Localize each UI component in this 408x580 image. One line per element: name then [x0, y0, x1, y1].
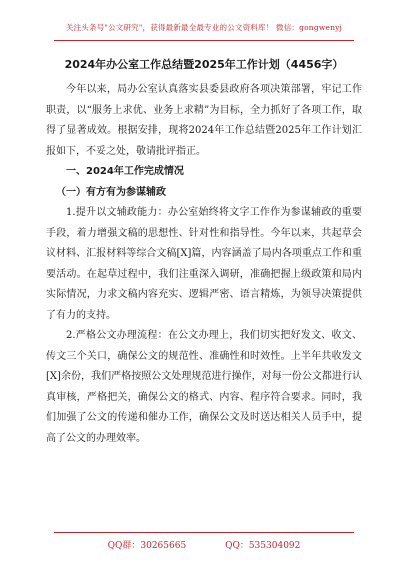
item-paragraph-1: 1.提升以文辅政能力：办公室始终将文字工作作为参谋辅政的重要手段，着力增强文稿的思想性、针对性和指导性。今年以来，共起草会议材料、汇报材料等综合文稿[X]篇，内容涵盖了局内各项重点工作和重要活动。在起草过程中，我们注重深入调研，准确把握上级政策和局内实际情况，力求文稿内容充实、逻辑严密、语言精炼，为领导决策提供了有力的支持。 — [46, 207, 362, 321]
subsection-heading: （一）有方有为参谋辅政 — [56, 186, 166, 198]
footer-qq: QQ：535304092 — [225, 541, 301, 551]
intro-paragraph: 今年以来，局办公室认真落实县委县政府各项决策部署，牢记工作职责，以“服务上求优、业务上求精”为目标，全力抓好了各项工作，取得了显著成效。根据安排，现将2024年工作总结暨2025年工作计划汇报如下，不妥之处，敬请批评指正。 — [46, 84, 362, 157]
footer — [0, 538, 408, 551]
footer-qq-group: QQ群：30265665 — [107, 541, 187, 551]
item-paragraph-2: 2.严格公文办理流程：在公文办理上，我们切实把好发文、收文、传文三个关口，确保公文的规范性、准确性和时效性。上半年共收发文[X]余份，我们严格按照公文处理规范进行操作，对每一份公文都进行认真审核，严格把关，确保公文的格式、内容、程序符合要求。同时，我们加强了公文的传递和催办工作，确保公文及时送达相关人员手中，提高了公文的办理效率。 — [46, 330, 362, 444]
document-body — [46, 80, 362, 449]
header-banner: 关注头条号"公文研究"，获得最新最全最专业的公文资料库！ 微信：gongwenyj — [65, 23, 343, 32]
section-heading: 一、2024年工作完成情况 — [66, 166, 184, 177]
footer-divider — [54, 532, 354, 533]
document-title: 2024年办公室工作总结暨2025年工作计划（4456字） — [64, 58, 344, 71]
header-divider — [54, 40, 354, 41]
